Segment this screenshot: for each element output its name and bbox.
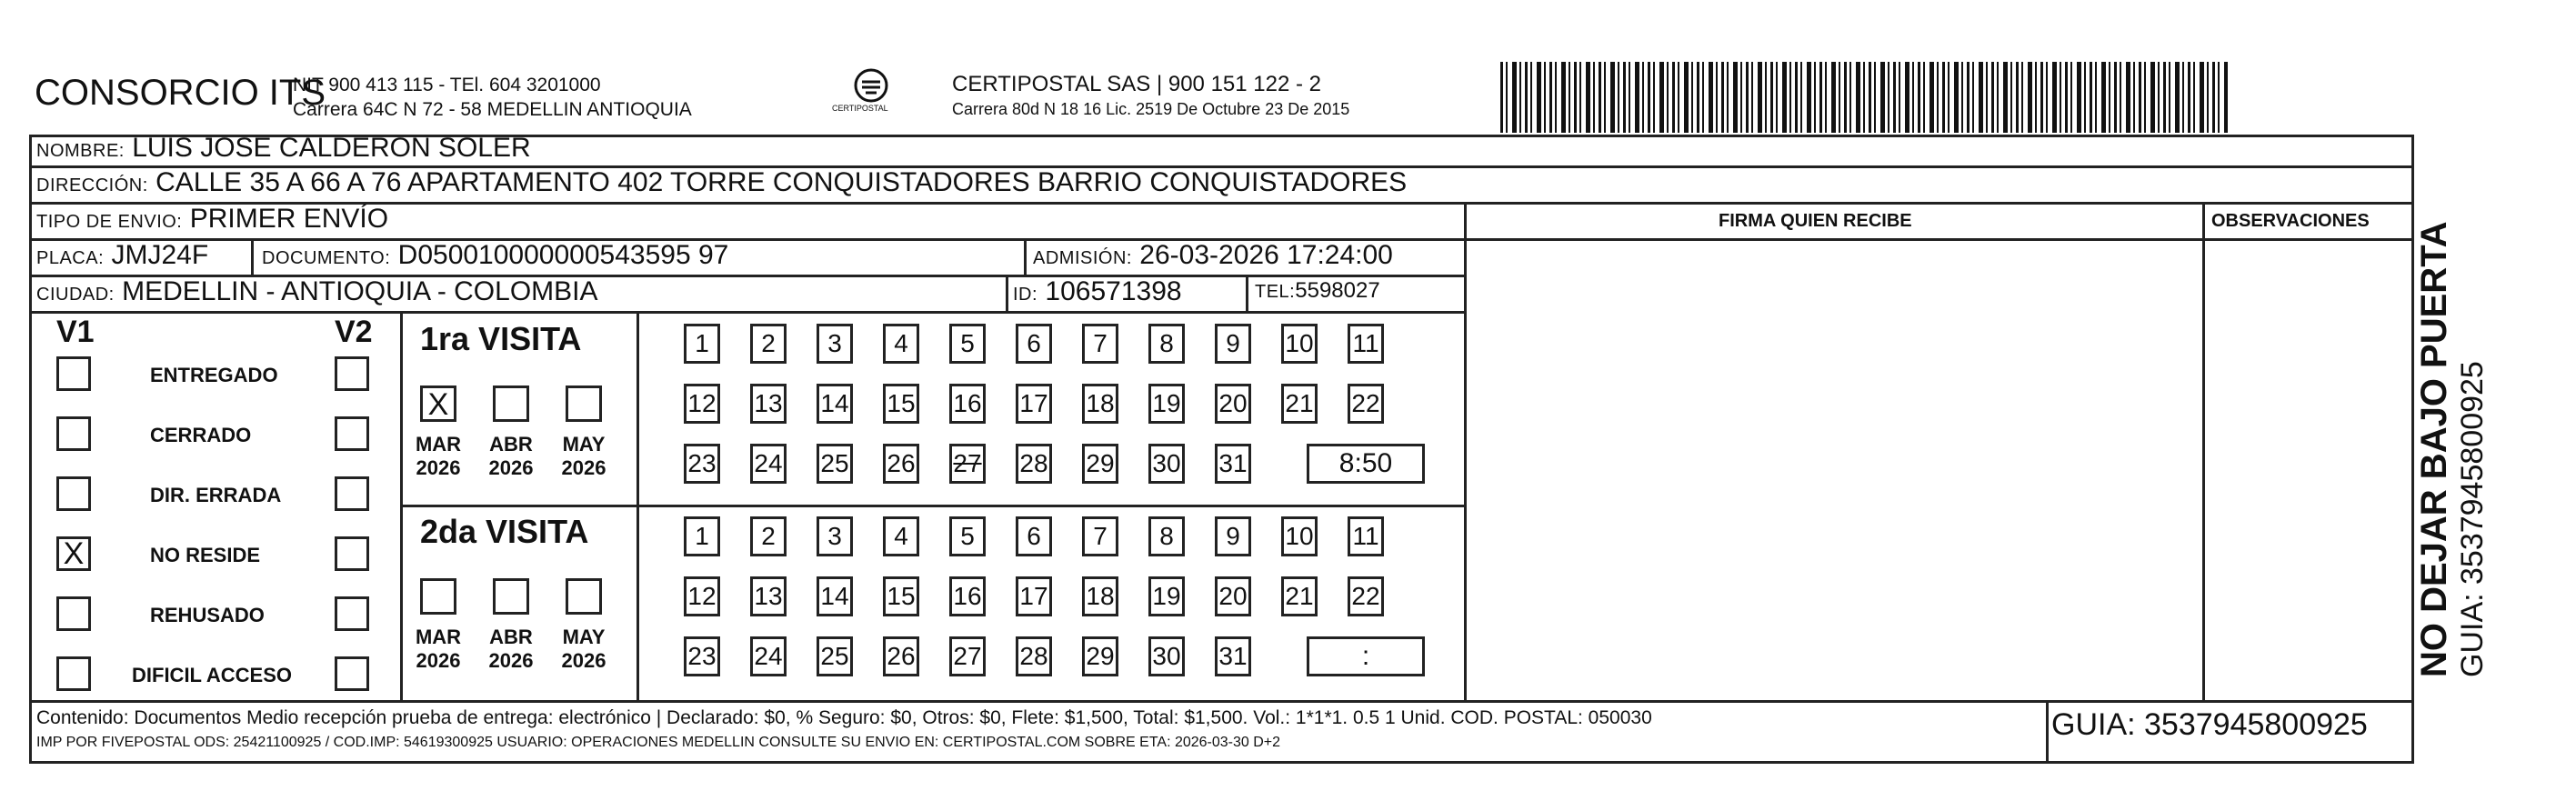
- admision-label: ADMISIÓN:: [1033, 248, 1132, 268]
- v1-checkbox[interactable]: [56, 596, 91, 631]
- second-visit-title: 2da VISITA: [420, 513, 589, 550]
- day-box[interactable]: 30: [1148, 444, 1185, 484]
- id-value: 106571398: [1045, 276, 1182, 306]
- month-year: 2026: [561, 649, 606, 672]
- logo-text: CERTIPOSTAL: [832, 104, 888, 113]
- day-box[interactable]: 23: [684, 636, 720, 676]
- month-name: ABR: [489, 626, 533, 648]
- month-checkbox[interactable]: [566, 385, 602, 422]
- v1-checkbox[interactable]: [56, 656, 91, 691]
- tel-label: TEL:: [1255, 282, 1296, 302]
- day-box[interactable]: 29: [1082, 444, 1118, 484]
- day-box[interactable]: 6: [1016, 324, 1052, 364]
- day-box[interactable]: 14: [817, 576, 853, 616]
- day-box[interactable]: 15: [883, 384, 919, 424]
- day-box[interactable]: 3: [817, 324, 853, 364]
- day-box[interactable]: 19: [1148, 576, 1185, 616]
- v1-checkbox[interactable]: [56, 416, 91, 451]
- col-line: [1246, 275, 1248, 311]
- status-label: CERRADO: [150, 424, 252, 446]
- month-label: [484, 626, 538, 673]
- tipo-value: PRIMER ENVÍO: [189, 204, 389, 234]
- day-box[interactable]: 6: [1016, 516, 1052, 556]
- day-box[interactable]: 20: [1215, 576, 1251, 616]
- id-field: [1013, 276, 1182, 307]
- row-line: [1466, 238, 2414, 241]
- day-box[interactable]: 1: [684, 516, 720, 556]
- company-name: CONSORCIO ITS: [35, 73, 326, 113]
- day-box[interactable]: 10: [1281, 516, 1318, 556]
- v1-header: V1: [56, 315, 95, 349]
- day-box[interactable]: 26: [883, 636, 919, 676]
- ciudad-value: MEDELLIN - ANTIOQUIA - COLOMBIA: [122, 276, 598, 306]
- month-year: 2026: [488, 456, 534, 479]
- company-info: [293, 73, 692, 122]
- day-box[interactable]: 20: [1215, 384, 1251, 424]
- day-box[interactable]: 9: [1215, 324, 1251, 364]
- v2-checkbox[interactable]: [335, 356, 369, 391]
- month-name: MAY: [562, 626, 606, 648]
- footer-print-info: IMP POR FIVEPOSTAL ODS: 25421100925 / COD.IMP: 54619300925 USUARIO: OPERACIONES MEDELLIN CONSULTE SU ENVIO EN: CERTIPOSTAL.COM SOBRE ETA: 2026-03-30 D+2: [36, 735, 1281, 750]
- company-address: Carrera 64C N 72 - 58 MEDELLIN ANTIOQUIA: [293, 99, 692, 120]
- month-checkbox[interactable]: [493, 578, 529, 615]
- admision-value: 26-03-2026 17:24:00: [1139, 240, 1393, 270]
- day-box[interactable]: 2: [750, 516, 787, 556]
- nit-line: NIT 900 413 115 - TEl. 604 3201000: [293, 75, 601, 95]
- day-box[interactable]: 31: [1215, 636, 1251, 676]
- col-line: [636, 311, 639, 702]
- day-box[interactable]: 13: [750, 576, 787, 616]
- day-box[interactable]: 4: [883, 324, 919, 364]
- day-box[interactable]: 23: [684, 444, 720, 484]
- status-label: ENTREGADO: [150, 364, 278, 386]
- day-box[interactable]: 21: [1281, 576, 1318, 616]
- day-box[interactable]: 2: [750, 324, 787, 364]
- tel-field: [1255, 278, 1380, 304]
- month-year: 2026: [561, 456, 606, 479]
- col-line: [251, 238, 254, 275]
- row-line: [400, 505, 1466, 507]
- v2-checkbox[interactable]: [335, 476, 369, 511]
- nombre-label: NOMBRE:: [36, 141, 125, 161]
- direccion-label: DIRECCIÓN:: [36, 175, 148, 195]
- placa-label: PLACA:: [36, 248, 105, 268]
- col-line: [2046, 700, 2049, 762]
- cert-address: Carrera 80d N 18 16 Lic. 2519 De Octubre 23 De 2015: [952, 100, 1350, 118]
- day-box[interactable]: 22: [1348, 384, 1384, 424]
- day-box[interactable]: 18: [1082, 384, 1118, 424]
- frame-left-line: [29, 135, 32, 764]
- cert-line: CERTIPOSTAL SAS | 900 151 122 - 2: [952, 72, 1321, 96]
- ciudad-label: CIUDAD:: [36, 285, 115, 305]
- col-line: [400, 311, 403, 702]
- day-box[interactable]: 17: [1016, 384, 1052, 424]
- v2-checkbox[interactable]: [335, 656, 369, 691]
- day-box[interactable]: 8: [1148, 324, 1185, 364]
- tipo-label: TIPO DE ENVIO:: [36, 212, 183, 232]
- tipo-field: [36, 204, 388, 235]
- day-box[interactable]: 28: [1016, 636, 1052, 676]
- status-label: DIR. ERRADA: [150, 484, 282, 506]
- side-guia: GUIA: 3537945800925: [2455, 361, 2490, 677]
- observaciones-header: OBSERVACIONES: [2211, 211, 2370, 231]
- month-checkbox[interactable]: [566, 578, 602, 615]
- ciudad-field: [36, 276, 598, 307]
- month-name: MAR: [415, 626, 462, 648]
- month-label: [484, 433, 538, 480]
- v2-checkbox[interactable]: [335, 536, 369, 571]
- day-box[interactable]: 17: [1016, 576, 1052, 616]
- day-box[interactable]: 11: [1348, 516, 1384, 556]
- time-box[interactable]: :: [1307, 636, 1425, 676]
- col-line: [2202, 202, 2205, 702]
- month-year: 2026: [416, 649, 461, 672]
- day-box[interactable]: 31: [1215, 444, 1251, 484]
- row-line: [29, 311, 1466, 314]
- day-box[interactable]: 12: [684, 384, 720, 424]
- day-box[interactable]: 24: [750, 636, 787, 676]
- day-box[interactable]: 10: [1281, 324, 1318, 364]
- id-label: ID:: [1013, 285, 1038, 305]
- day-box[interactable]: 12: [684, 576, 720, 616]
- day-box[interactable]: 4: [883, 516, 919, 556]
- day-box[interactable]: 3: [817, 516, 853, 556]
- month-year: 2026: [488, 649, 534, 672]
- day-box[interactable]: 1: [684, 324, 720, 364]
- nombre-value: LUIS JOSE CALDERON SOLER: [132, 133, 531, 163]
- time-box[interactable]: 8:50: [1307, 444, 1425, 484]
- day-box[interactable]: 5: [949, 324, 986, 364]
- frame-footer-line: [29, 761, 2414, 764]
- side-text: [2414, 221, 2491, 677]
- day-box[interactable]: 11: [1348, 324, 1384, 364]
- col-line: [1006, 275, 1008, 311]
- month-label: [556, 626, 611, 673]
- day-box[interactable]: 29: [1082, 636, 1118, 676]
- status-label: NO RESIDE: [150, 544, 261, 566]
- v2-checkbox[interactable]: [335, 416, 369, 451]
- frame-bottom-line: [29, 700, 2414, 703]
- day-box[interactable]: 28: [1016, 444, 1052, 484]
- certipostal-info: [952, 73, 1349, 121]
- documento-field: [262, 240, 728, 271]
- day-box[interactable]: 18: [1082, 576, 1118, 616]
- day-box[interactable]: 19: [1148, 384, 1185, 424]
- day-box[interactable]: 15: [883, 576, 919, 616]
- day-box[interactable]: 9: [1215, 516, 1251, 556]
- day-box[interactable]: 25: [817, 444, 853, 484]
- month-label: [411, 626, 466, 673]
- placa-value: JMJ24F: [111, 240, 209, 270]
- admision-field: [1033, 240, 1393, 271]
- month-label: [411, 433, 466, 480]
- day-box[interactable]: 7: [1082, 516, 1118, 556]
- month-checkbox[interactable]: [493, 385, 529, 422]
- first-visit-title: 1ra VISITA: [420, 320, 582, 357]
- v1-checkbox[interactable]: [56, 356, 91, 391]
- firma-header: FIRMA QUIEN RECIBE: [1719, 211, 1912, 231]
- day-box[interactable]: 21: [1281, 384, 1318, 424]
- day-box[interactable]: 27: [949, 444, 986, 484]
- day-box[interactable]: 13: [750, 384, 787, 424]
- status-label: REHUSADO: [150, 604, 265, 626]
- day-box[interactable]: 16: [949, 576, 986, 616]
- month-name: MAR: [415, 433, 462, 456]
- v1-checkbox[interactable]: [56, 476, 91, 511]
- day-box[interactable]: 8: [1148, 516, 1185, 556]
- month-checkbox[interactable]: [420, 578, 456, 615]
- v1-checkbox[interactable]: X: [56, 536, 91, 571]
- month-checkbox[interactable]: X: [420, 385, 456, 422]
- col-line: [1464, 202, 1467, 702]
- day-box[interactable]: 24: [750, 444, 787, 484]
- v2-checkbox[interactable]: [335, 596, 369, 631]
- day-box[interactable]: 25: [817, 636, 853, 676]
- day-box[interactable]: 16: [949, 384, 986, 424]
- day-box[interactable]: 7: [1082, 324, 1118, 364]
- month-year: 2026: [416, 456, 461, 479]
- placa-field: [36, 240, 208, 271]
- month-name: MAY: [562, 433, 606, 456]
- day-box[interactable]: 14: [817, 384, 853, 424]
- footer-guia: GUIA: 3537945800925: [2051, 707, 2368, 742]
- day-box[interactable]: 22: [1348, 576, 1384, 616]
- v2-header: V2: [335, 315, 373, 349]
- day-box[interactable]: 27: [949, 636, 986, 676]
- barcode: [1500, 62, 2228, 133]
- tel-value: 5598027: [1295, 278, 1380, 303]
- day-box[interactable]: 30: [1148, 636, 1185, 676]
- direccion-value: CALLE 35 A 66 A 76 APARTAMENTO 402 TORRE CONQUISTADORES BARRIO CONQUISTADORES: [155, 167, 1408, 197]
- direccion-field: [36, 167, 1407, 198]
- day-box[interactable]: 26: [883, 444, 919, 484]
- month-name: ABR: [489, 433, 533, 456]
- side-warning: NO DEJAR BAJO PUERTA: [2414, 221, 2454, 677]
- col-line: [1024, 238, 1027, 275]
- documento-label: DOCUMENTO:: [262, 248, 391, 268]
- day-box[interactable]: 5: [949, 516, 986, 556]
- nombre-field: [36, 133, 531, 164]
- status-label: DIFICIL ACCESO: [132, 664, 293, 686]
- footer-content: Contenido: Documentos Medio recepción prueba de entrega: electrónico | Declarado: $0, % Seguro: $0, Otros: $0, Flete: $1,500, Total: $1,500. Vol.: 1*1*1. 0.5 1 Unid. COD. POSTAL: 050030: [36, 707, 1652, 728]
- documento-value: D050010000000543595 97: [397, 240, 729, 270]
- month-label: [556, 433, 611, 480]
